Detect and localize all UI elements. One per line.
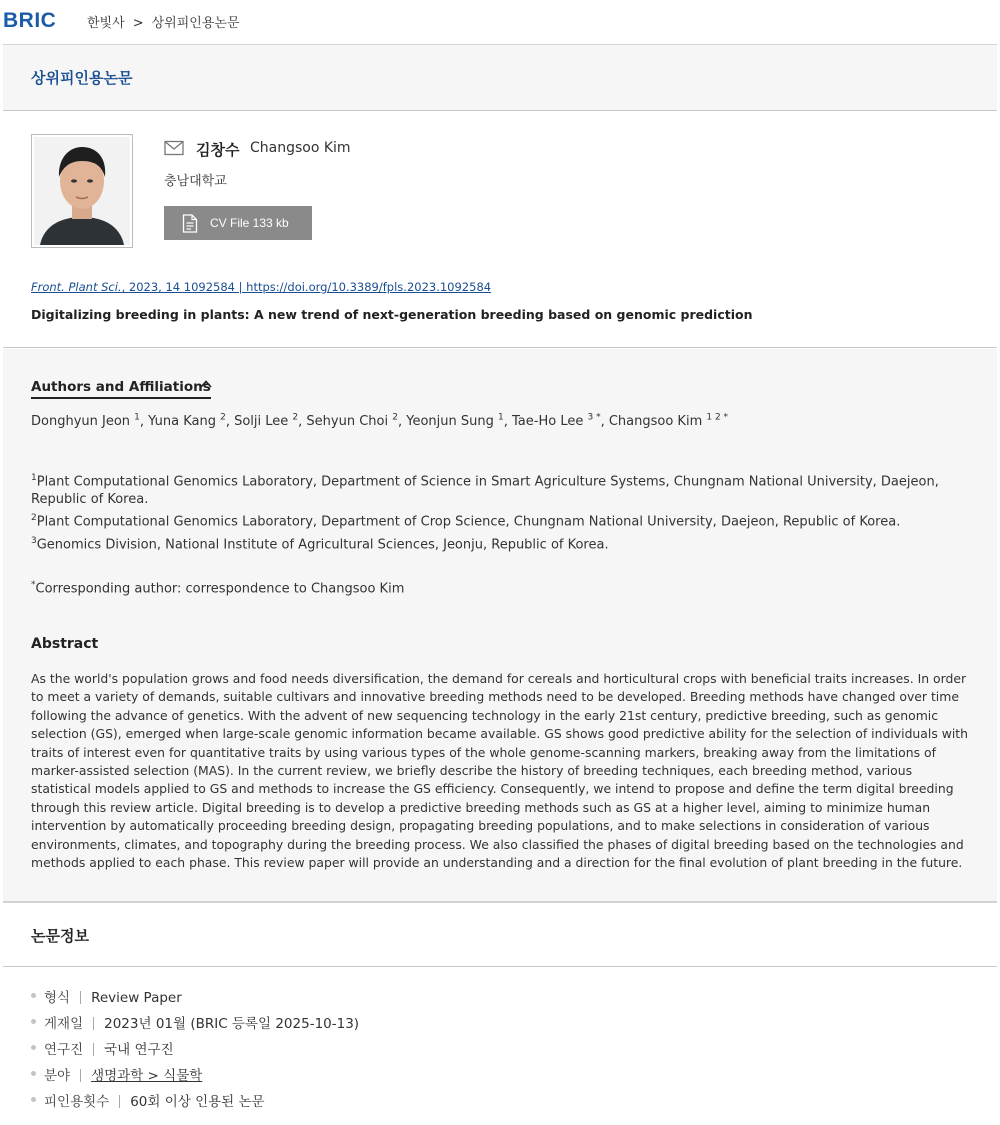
breadcrumb-separator: > bbox=[132, 16, 144, 31]
affiliation-item: $^1$Plant Computational Genomics Laboratory, Department of Science in Smart Agriculture Systems, Chungnam National University, Daejeon, Republic of Korea. bbox=[31, 473, 939, 508]
author-item: Changsoo Kim $^{1 2 *}$ bbox=[608, 413, 729, 430]
list-item: 분야 생명과학 > 식물학 bbox=[28, 1064, 359, 1090]
bullet-icon bbox=[31, 1045, 36, 1050]
profile-panel bbox=[3, 112, 997, 347]
abstract-text: As the world's population grows and food needs diversification, the demand for cereals and horticultural crops with beneficial traits increases. In order to meet a variety of demands, suitable cultivars and innovative breeding methods need to be developed. Breeding methods have changed over time following the advance of genetics. With the advent of new sequencing technology in the early 21st century, predictive breeding, such as genomic selection (GS), emerged when large-scale genomic information became available. GS shows good predictive ability for the selection of individuals with traits of interest even for quantitative traits by using various types of the whole genome-scanning markers, breaking away from the limitations of marker-assisted selection (MAS). In the current review, we briefly describe the history of breeding techniques, each breeding method, various statistical models applied to GS and methods to increase the GS efficiency. Consequently, we intend to propose and define the term digital breeding through this review article. Digital breeding is to develop a predictive breeding methods such as GS at a higher level, aiming to minimize human intervention by automatically proceeding breeding design, propagating breeding populations, and to make selections in consideration of various environments, climates, and topography during the breeding process. We also classified the phases of digital breeding based on the technologies and methods applied to each phase. This review paper will provide an understanding and a direction for the final evolution of plant breeding in the future. bbox=[31, 671, 968, 871]
list-item: 피인용횟수 60회 이상 인용된 논문 bbox=[28, 1090, 359, 1116]
author-item: Tae-Ho Lee $^{3 *}$ bbox=[512, 413, 601, 430]
paper-citation-link[interactable] bbox=[31, 280, 491, 294]
journal-name: Front. Plant Sci. bbox=[31, 280, 122, 294]
author-name-korean: 김창수 bbox=[196, 141, 240, 159]
affiliation-item: $^3$Genomics Division, National Institute of Agricultural Sciences, Jeonju, Republic of Korea. bbox=[31, 535, 609, 552]
document-icon bbox=[182, 214, 198, 233]
cv-file-label: CV File 133 kb bbox=[210, 216, 289, 230]
bullet-icon bbox=[31, 993, 36, 998]
affiliation-list bbox=[31, 469, 971, 554]
bullet-icon bbox=[31, 1019, 36, 1024]
author-portrait-image bbox=[34, 137, 130, 245]
breadcrumb bbox=[87, 12, 240, 31]
breadcrumb-item-current[interactable]: 상위피인용논문 bbox=[151, 16, 240, 31]
affiliation-item: $^2$Plant Computational Genomics Laboratory, Department of Crop Science, Chungnam National University, Daejeon, Republic of Korea. bbox=[31, 513, 901, 530]
divider bbox=[3, 110, 997, 111]
author-item: Solji Lee $^2$ bbox=[234, 413, 299, 430]
author-item: Yeonjun Sung $^1$ bbox=[406, 413, 504, 430]
authors-affiliations-toggle[interactable]: Authors and Affiliations bbox=[31, 379, 211, 399]
top-bar bbox=[0, 0, 1000, 44]
bric-logo[interactable]: BRIC bbox=[3, 9, 57, 32]
bullet-icon bbox=[31, 1097, 36, 1102]
abstract-heading: Abstract bbox=[31, 636, 99, 652]
author-photo bbox=[31, 134, 133, 248]
divider bbox=[3, 966, 997, 967]
divider bbox=[3, 347, 997, 348]
chevron-up-icon[interactable] bbox=[199, 378, 213, 390]
corresponding-author: *Corresponding author: correspondence to Changsoo Kim bbox=[31, 580, 405, 597]
section-title-panel bbox=[3, 45, 997, 110]
author-affiliation: 충남대학교 bbox=[164, 174, 227, 189]
paper-title: Digitalizing breeding in plants: A new trend of next-generation breeding based on genomic prediction bbox=[31, 307, 753, 322]
paper-info-list bbox=[28, 986, 359, 1116]
citation-details: , 2023, 14 1092584 | https://doi.org/10.3389/fpls.2023.1092584 bbox=[121, 280, 492, 294]
paper-info-panel bbox=[3, 903, 997, 966]
list-item: 게재일 2023년 01월 (BRIC 등록일 2025-10-13) bbox=[28, 1012, 359, 1038]
authors-abstract-panel bbox=[3, 349, 997, 901]
paper-info-heading: 논문정보 bbox=[31, 927, 89, 945]
author-item: Yuna Kang $^2$ bbox=[148, 413, 226, 430]
author-item: Donghyun Jeon $^1$ bbox=[31, 413, 140, 430]
mail-icon[interactable] bbox=[164, 140, 184, 156]
section-title: 상위피인용논문 bbox=[31, 69, 133, 87]
bullet-icon bbox=[31, 1071, 36, 1076]
cv-file-button[interactable] bbox=[164, 206, 312, 240]
list-item: 형식 Review Paper bbox=[28, 986, 359, 1012]
author-item: Sehyun Choi $^2$ bbox=[306, 413, 398, 430]
author-list: Donghyun Jeon $^1$, Yuna Kang $^2$, Solji Lee $^2$, Sehyun Choi $^2$, Yeonjun Sung $^1$, Tae-Ho Lee $^{3 *}$, Changsoo Kim $^{1 2 *}$ bbox=[31, 413, 729, 430]
author-name-english: Changsoo Kim bbox=[250, 140, 351, 156]
breadcrumb-item-hanbitsa[interactable]: 한빛사 bbox=[87, 16, 125, 31]
field-category-link[interactable]: 생명과학 > 식물학 bbox=[91, 1068, 203, 1084]
list-item: 연구진 국내 연구진 bbox=[28, 1038, 359, 1064]
